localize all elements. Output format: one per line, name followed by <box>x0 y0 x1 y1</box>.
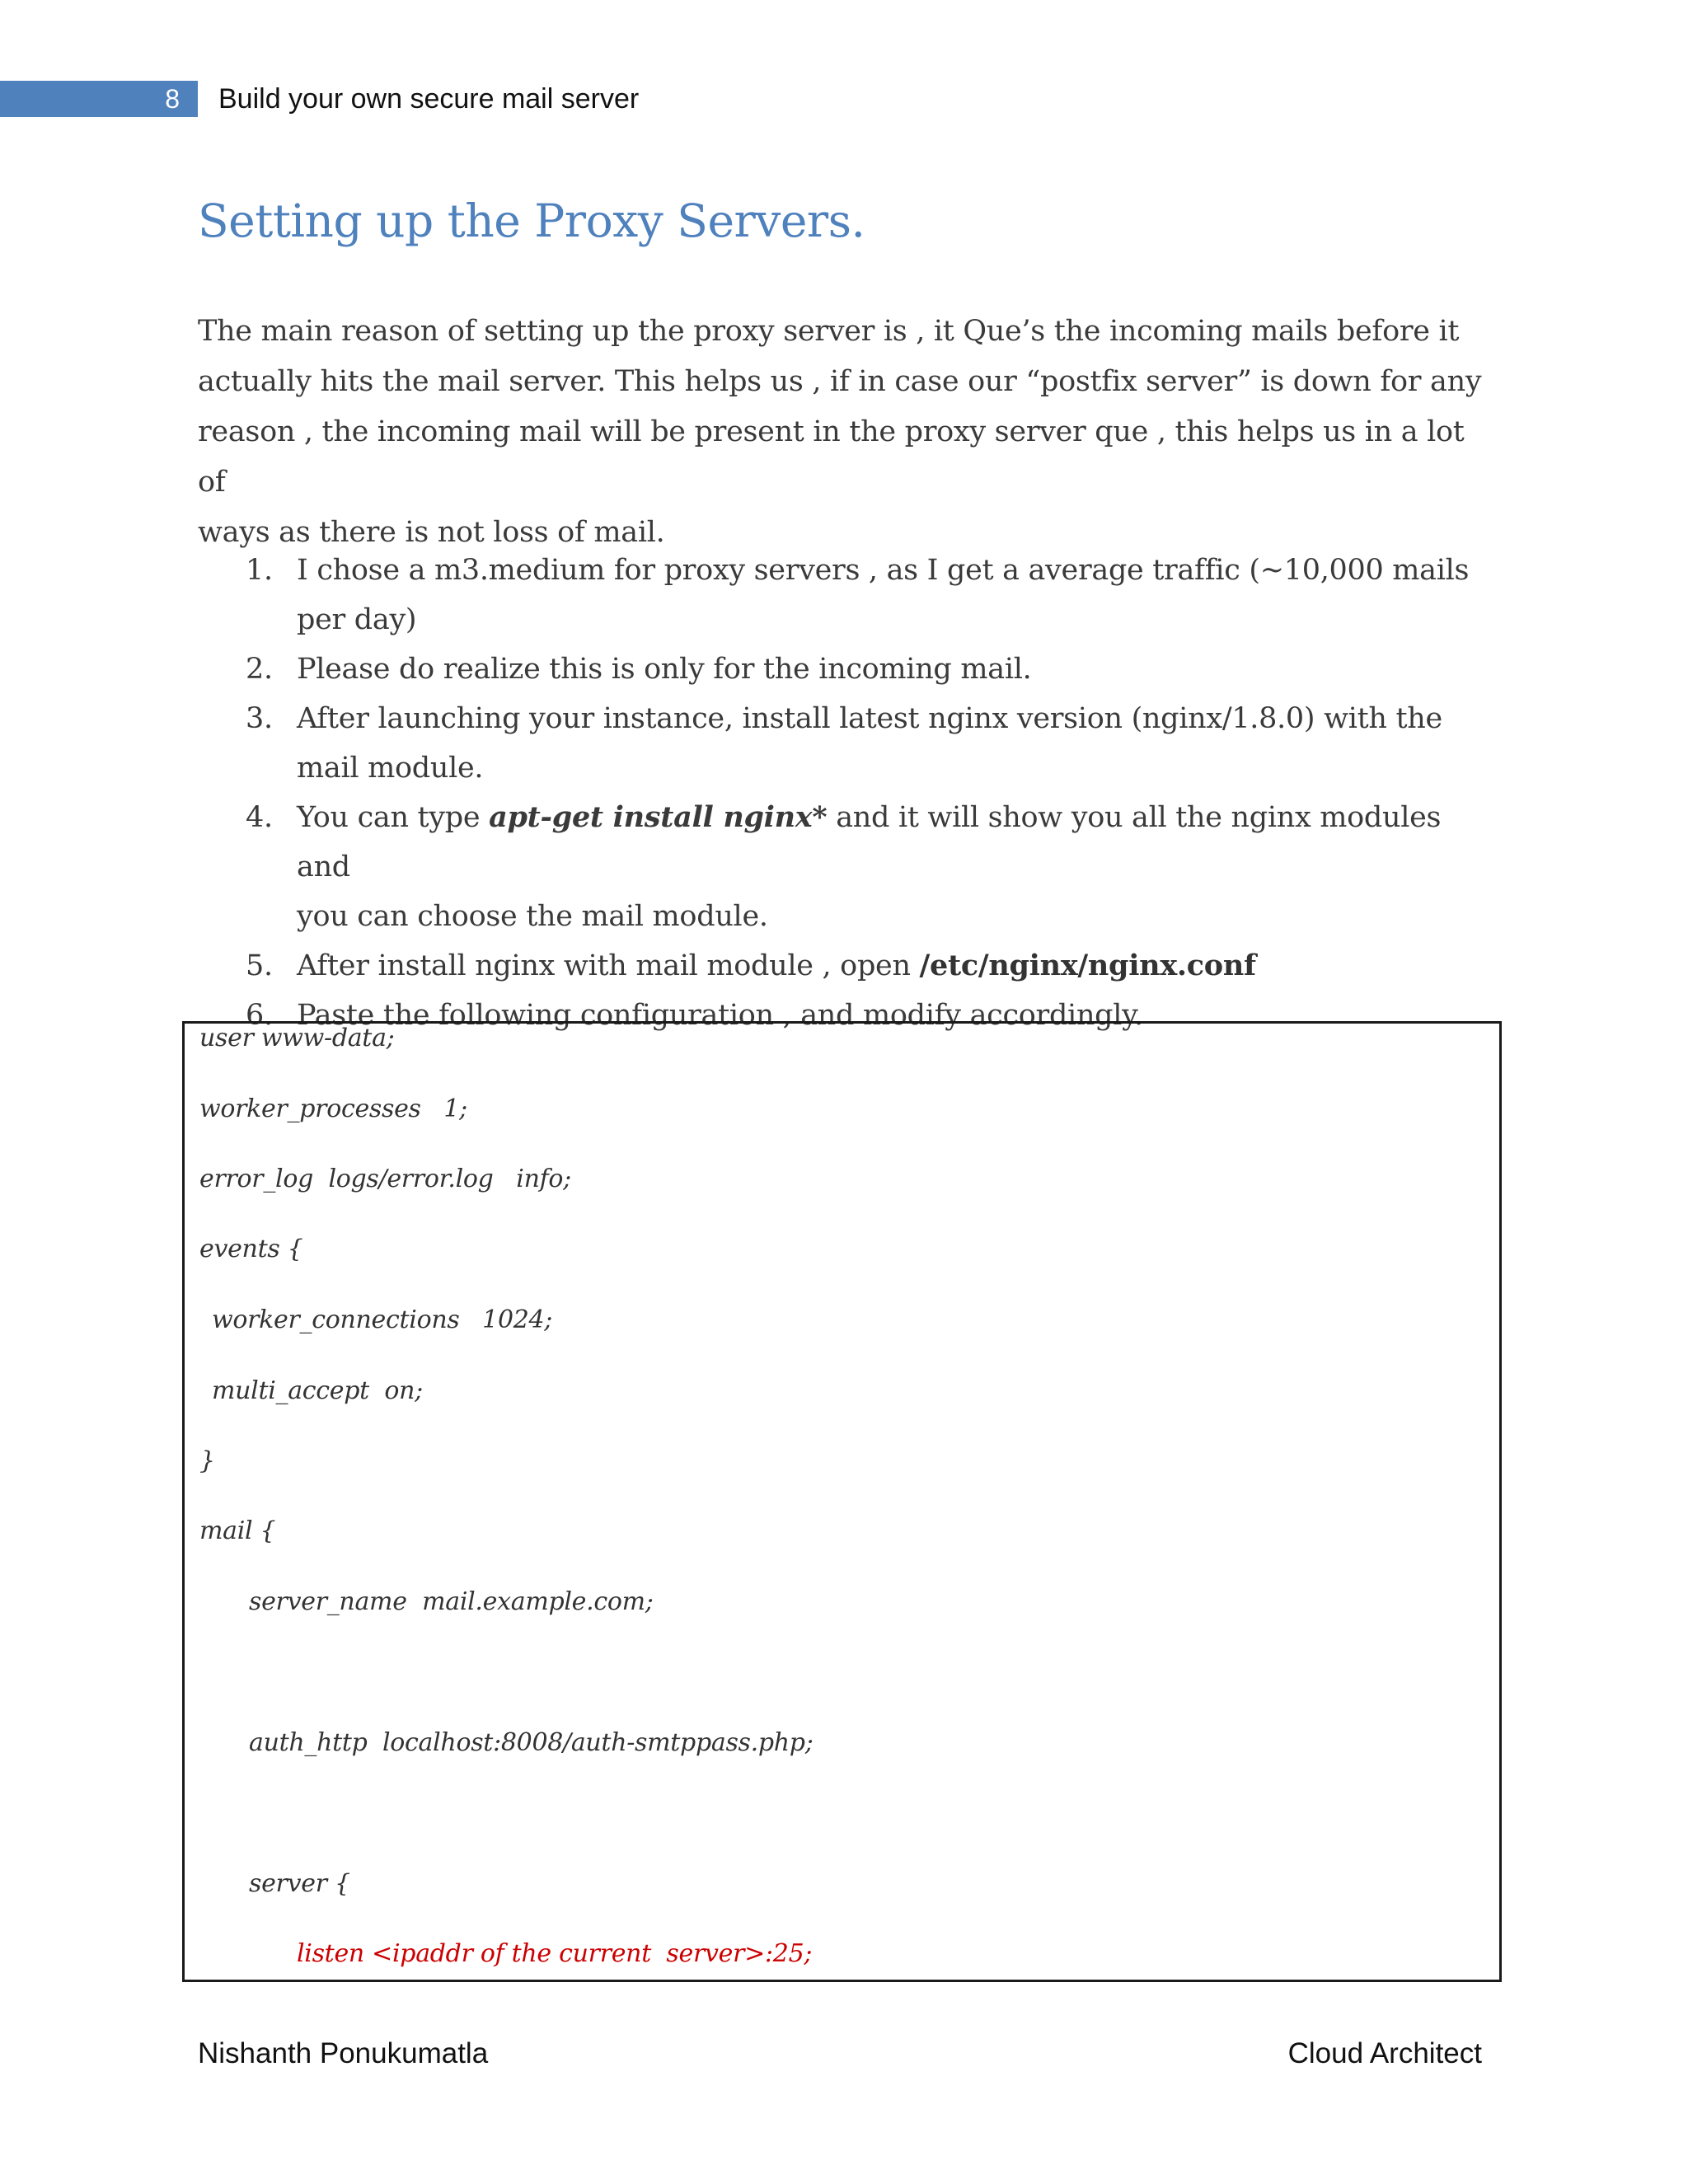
footer-role: Cloud Architect <box>1287 2037 1482 2069</box>
code-box <box>182 1021 1502 1982</box>
code-line: server { <box>249 1869 350 1898</box>
code-line: worker_connections 1024; <box>212 1305 553 1334</box>
header-page-number: 8 <box>0 81 198 117</box>
step-item <box>198 694 1500 793</box>
intro-line: reason , the incoming mail will be present in the proxy server que , this helps us in a lot of <box>198 415 1465 499</box>
code-line: server_name mail.example.com; <box>249 1587 654 1616</box>
code-line: mail { <box>199 1516 276 1545</box>
step-number: 1. <box>246 554 273 587</box>
step-text-post: and it will show you all the nginx modules and <box>297 801 1442 883</box>
code-line: error_log logs/error.log info; <box>199 1165 571 1193</box>
steps-list <box>198 546 1500 1040</box>
config-path: /etc/nginx/nginx.conf <box>919 949 1256 982</box>
header-title: Build your own secure mail server <box>218 83 640 115</box>
intro-line: actually hits the mail server. This helps us , if in case our “postfix server” is down for any <box>198 365 1482 398</box>
step-text: After launching your instance, install latest nginx version (nginx/1.8.0) with the <box>297 702 1442 735</box>
intro-line: The main reason of setting up the proxy server is , it Que’s the incoming mails before it <box>198 315 1460 348</box>
code-line: listen <ipaddr of the current server>:25; <box>297 1939 813 1968</box>
step-text: mail module. <box>297 752 484 785</box>
step-text: per day) <box>297 603 417 636</box>
step-item <box>198 793 1500 941</box>
code-line: user www-data; <box>199 1024 395 1052</box>
code-line: events { <box>199 1235 303 1263</box>
step-text: Paste the following configuration , and modify accordingly. <box>297 999 1143 1032</box>
step-text <box>297 793 1500 892</box>
step-item <box>198 546 1500 644</box>
step-number: 4. <box>246 801 273 834</box>
step-number: 5. <box>246 949 273 982</box>
step-text: I chose a m3.medium for proxy servers , as I get a average traffic (~10,000 mails <box>297 554 1470 587</box>
step-item <box>198 941 1500 991</box>
step-text: Please do realize this is only for the incoming mail. <box>297 653 1032 686</box>
step-number: 3. <box>246 702 273 735</box>
step-text <box>297 941 1500 991</box>
section-title: Setting up the Proxy Servers. <box>198 194 865 247</box>
step-text: you can choose the mail module. <box>297 900 768 933</box>
code-line: multi_accept on; <box>212 1376 423 1405</box>
code-line: auth_http localhost:8008/auth-smtppass.php; <box>249 1728 814 1757</box>
footer-author: Nishanth Ponukumatla <box>198 2037 489 2069</box>
intro-paragraph <box>198 307 1484 558</box>
step-text-pre: You can type <box>297 801 490 834</box>
command-text: apt-get install nginx* <box>489 800 828 834</box>
step-number: 6. <box>246 999 273 1032</box>
step-number: 2. <box>246 653 273 686</box>
intro-line: ways as there is not loss of mail. <box>198 516 665 549</box>
code-line: worker_processes 1; <box>199 1094 467 1123</box>
step-text-pre: After install nginx with mail module , open <box>297 949 920 982</box>
code-line: } <box>199 1446 215 1475</box>
step-item <box>198 644 1500 694</box>
